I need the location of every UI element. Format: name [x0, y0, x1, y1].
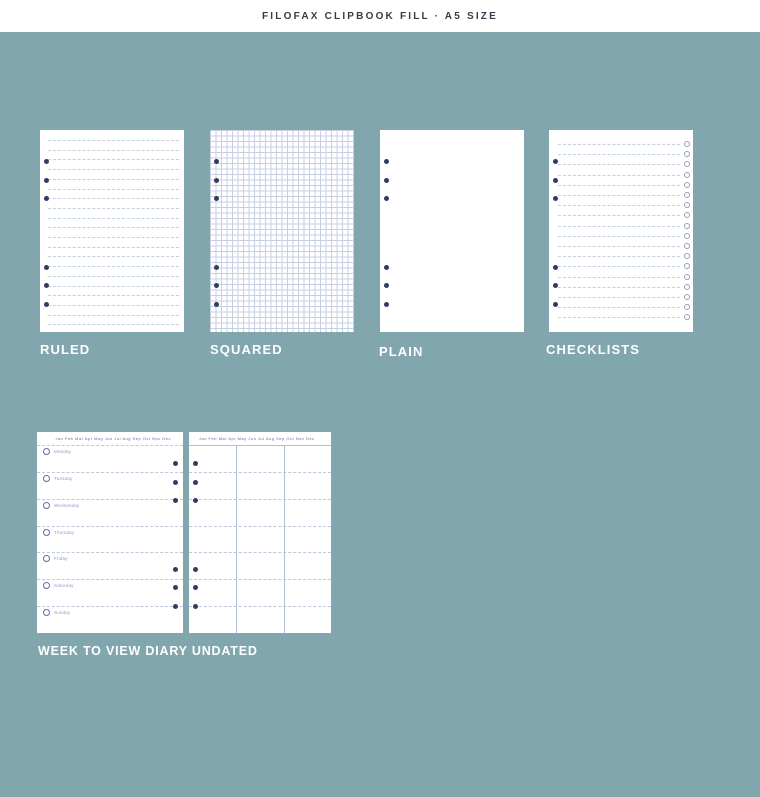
punch-hole: [553, 178, 558, 183]
day-label: Thursday: [54, 529, 75, 535]
checklist-line: [558, 297, 680, 298]
punch-hole: [553, 283, 558, 288]
ruled-line: [48, 189, 179, 190]
checkbox-icon: [684, 182, 690, 188]
punch-hole: [214, 302, 219, 307]
day-label: Tuesday: [54, 475, 73, 481]
header-bar: [0, 0, 760, 32]
checkbox-icon: [684, 314, 690, 320]
checkbox-icon: [684, 263, 690, 269]
ruled-line: [48, 305, 179, 306]
punch-hole: [173, 604, 178, 609]
checkbox-icon: [684, 172, 690, 178]
grid-column-line: [284, 445, 285, 633]
ruled-line: [48, 315, 179, 316]
punch-hole: [173, 567, 178, 572]
grid-row-line: [189, 472, 331, 473]
ruled-line: [48, 276, 179, 277]
punch-hole: [173, 498, 178, 503]
punch-hole: [384, 302, 389, 307]
months-row: Jan Feb Mar Apr May Jun Jul Aug Sep Oct Nov Dec: [55, 436, 171, 441]
checklist-line: [558, 236, 680, 237]
day-row: [37, 472, 183, 500]
checklist-line: [558, 307, 680, 308]
ruled-line: [48, 198, 179, 199]
checklist-line: [558, 246, 680, 247]
checklist-line: [558, 175, 680, 176]
label-week-to-view-diary: WEEK TO VIEW DIARY UNDATED: [38, 644, 258, 658]
grid-column-line: [236, 445, 237, 633]
punch-hole: [193, 480, 198, 485]
checklist-line: [558, 256, 680, 257]
checklist-line: [558, 195, 680, 196]
day-row: [37, 445, 183, 473]
checkbox-icon: [684, 253, 690, 259]
punch-hole: [193, 604, 198, 609]
punch-hole: [44, 178, 49, 183]
checkbox-icon: [684, 151, 690, 157]
ruled-line: [48, 295, 179, 296]
checkbox-icon: [684, 294, 690, 300]
ruled-line: [48, 150, 179, 151]
checklist-line: [558, 317, 680, 318]
grid-top-line: [189, 445, 331, 446]
punch-hole: [214, 265, 219, 270]
label-squared: SQUARED: [210, 342, 283, 357]
grid-row-line: [189, 579, 331, 580]
months-row: Jan Feb Mar Apr May Jun Jul Aug Sep Oct Nov Dec: [199, 436, 315, 441]
punch-hole: [173, 480, 178, 485]
paper-sample-plain: [380, 130, 524, 332]
ruled-line: [48, 140, 179, 141]
ruled-line: [48, 286, 179, 287]
day-row: [37, 552, 183, 580]
grid-row-line: [189, 552, 331, 553]
punch-hole: [173, 585, 178, 590]
ruled-line: [48, 218, 179, 219]
ruled-line: [48, 237, 179, 238]
ruled-line: [48, 247, 179, 248]
checklist-line: [558, 164, 680, 165]
ruled-line: [48, 256, 179, 257]
checkbox-icon: [684, 202, 690, 208]
punch-hole: [193, 585, 198, 590]
punch-hole: [384, 283, 389, 288]
punch-hole: [384, 159, 389, 164]
label-checklists: CHECKLISTS: [546, 342, 641, 357]
grid-row-line: [189, 606, 331, 607]
checkbox-icon: [684, 304, 690, 310]
punch-hole: [173, 461, 178, 466]
ruled-line: [48, 208, 179, 209]
grid-row-line: [189, 499, 331, 500]
diary-right-page: [189, 432, 331, 633]
day-circle-icon: [43, 609, 50, 616]
day-label: Wednesday: [54, 502, 80, 508]
page-title: FILOFAX CLIPBOOK FILL · A5 SIZE: [262, 10, 498, 22]
punch-hole: [214, 196, 219, 201]
checklist-line: [558, 215, 680, 216]
day-circle-icon: [43, 582, 50, 589]
day-label: Sunday: [54, 610, 71, 616]
checklist-line: [558, 277, 680, 278]
punch-hole: [553, 196, 558, 201]
day-circle-icon: [43, 475, 50, 482]
grid-row-line: [189, 526, 331, 527]
punch-hole: [214, 159, 219, 164]
checkbox-icon: [684, 274, 690, 280]
checkbox-icon: [684, 141, 690, 147]
punch-hole: [214, 283, 219, 288]
checkbox-icon: [684, 233, 690, 239]
checklist-line: [558, 287, 680, 288]
day-circle-icon: [43, 529, 50, 536]
label-ruled: RULED: [40, 342, 91, 357]
diary-left-page: [37, 432, 183, 633]
ruled-line: [48, 227, 179, 228]
punch-hole: [193, 567, 198, 572]
checklist-line: [558, 154, 680, 155]
checklist-line: [558, 226, 680, 227]
day-label: Friday: [54, 556, 68, 562]
punch-hole: [44, 302, 49, 307]
ruled-line: [48, 324, 179, 325]
paper-sample-checklists: [549, 130, 693, 332]
punch-hole: [553, 159, 558, 164]
punch-hole: [384, 178, 389, 183]
day-row: [37, 499, 183, 527]
punch-hole: [384, 265, 389, 270]
checkbox-icon: [684, 161, 690, 167]
checklist-line: [558, 185, 680, 186]
paper-sample-squared: [210, 130, 354, 332]
label-plain: PLAIN: [379, 344, 424, 359]
punch-hole: [44, 159, 49, 164]
punch-hole: [214, 178, 219, 183]
checklist-line: [558, 266, 680, 267]
day-circle-icon: [43, 502, 50, 509]
checklist-line: [558, 205, 680, 206]
checkbox-icon: [684, 212, 690, 218]
day-circle-icon: [43, 448, 50, 455]
checkbox-icon: [684, 192, 690, 198]
day-circle-icon: [43, 555, 50, 562]
punch-hole: [193, 461, 198, 466]
ruled-line: [48, 169, 179, 170]
punch-hole: [553, 302, 558, 307]
punch-hole: [193, 498, 198, 503]
punch-hole: [44, 265, 49, 270]
day-label: Monday: [54, 449, 72, 454]
paper-sample-ruled: [40, 130, 184, 332]
punch-hole: [384, 196, 389, 201]
checkbox-icon: [684, 243, 690, 249]
checkbox-icon: [684, 223, 690, 229]
checklist-line: [558, 144, 680, 145]
ruled-line: [48, 159, 179, 160]
day-label: Saturday: [54, 583, 74, 589]
punch-hole: [44, 283, 49, 288]
punch-hole: [553, 265, 558, 270]
day-row: [37, 526, 183, 554]
punch-hole: [44, 196, 49, 201]
checkbox-icon: [684, 284, 690, 290]
day-row: [37, 579, 183, 607]
ruled-line: [48, 179, 179, 180]
day-row: [37, 606, 183, 633]
ruled-line: [48, 266, 179, 267]
